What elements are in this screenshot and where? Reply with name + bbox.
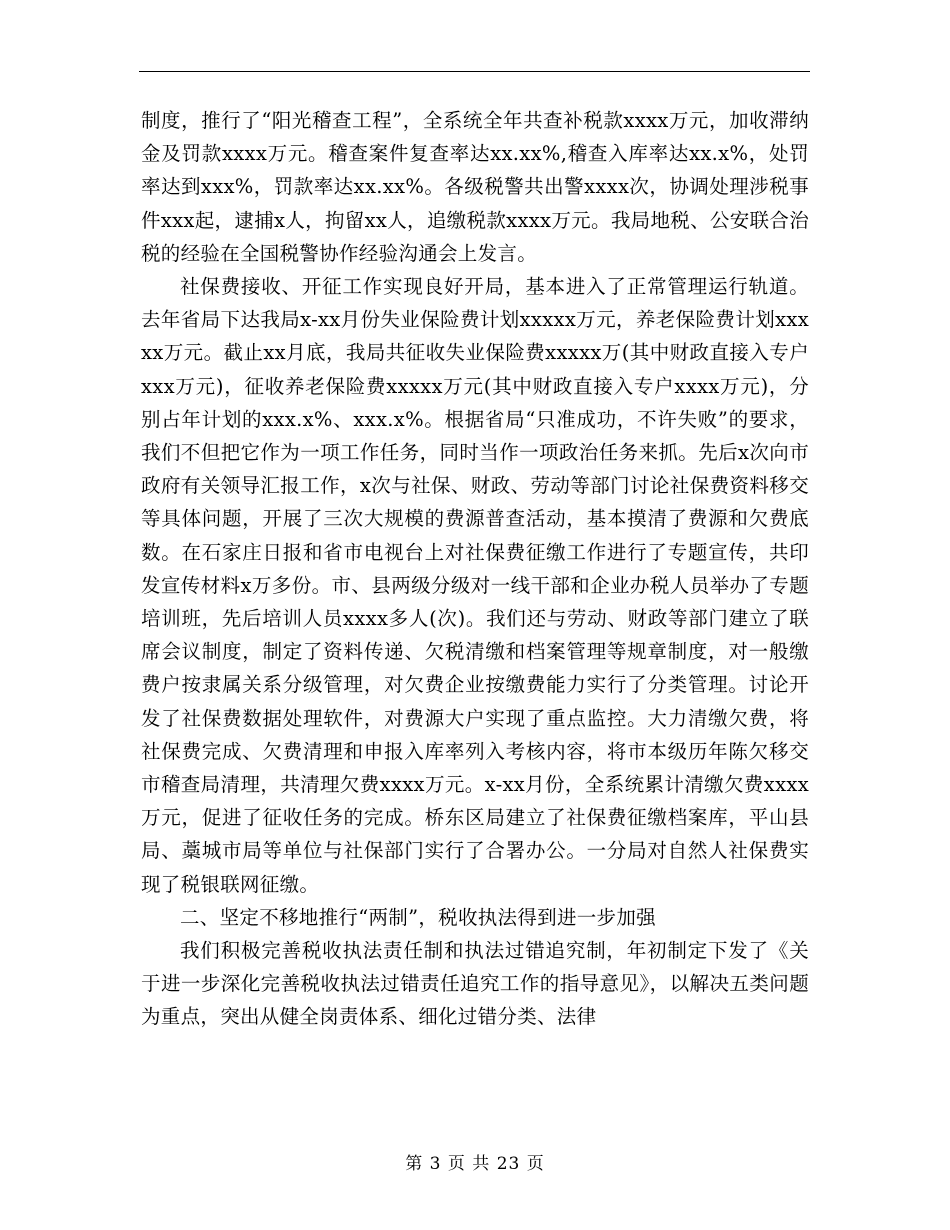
document-body <box>141 104 809 1034</box>
paragraph-3: 我们积极完善税收执法责任制和执法过错追究制，年初制定下发了《关于进一步深化完善税收执法过错责任追究工作的指导意见》，以解决五类问题为重点，突出从健全岗责体系、细化过错分类、法律 <box>141 939 809 1029</box>
header-rule <box>139 71 810 72</box>
page-number: 第 3 页 共 23 页 <box>405 1154 545 1174</box>
section-heading: 二、坚定不移地推行“两制”，税收执法得到进一步加强 <box>180 905 656 929</box>
paragraph-2: 社保费接收、开征工作实现良好开局，基本进入了正常管理运行轨道。去年省局下达我局x-xx月份失业保险费计划xxxxx万元，养老保险费计划xxxxx万元。截止xx月底，我局共征收失业保险费xxxxx万(其中财政直接入专户xxx万元)，征收养老保险费xxxxx万元(其中财政直接入专户xxxx万元)，分别占年计划的xxx.x%、xxx.x%。根据省局“只准成功，不许失败”的要求，我们不但把它作为一项工作任务，同时当作一项政治任务来抓。先后x次向市政府有关领导汇报工作，x次与社保、财政、劳动等部门讨论社保费资料移交等具体问题，开展了三次大规模的费源普查活动，基本摸清了费源和欠费底数。在石家庄日报和省市电视台上对社保费征缴工作进行了专题宣传，共印发宣传材料x万多份。市、县两级分级对一线干部和企业办税人员举办了专题培训班，先后培训人员xxxx多人(次)。我们还与劳动、财政等部门建立了联席会议制度，制定了资料传递、欠税清缴和档案管理等规章制度，对一般缴费户按隶属关系分级管理，对欠费企业按缴费能力实行了分类管理。讨论开发了社保费数据处理软件，对费源大户实现了重点监控。大力清缴欠费，将社保费完成、欠费清理和申报入库率列入考核内容，将市本级历年陈欠移交市稽查局清理，共清理欠费xxxx万元。x-xx月份，全系统累计清缴欠费xxxx万元，促进了征收任务的完成。桥东区局建立了社保费征缴档案库，平山县局、藁城市局等单位与社保部门实行了合署办公。一分局对自然人社保费实现了税银联网征缴。 <box>141 275 809 896</box>
page-footer <box>0 1152 950 1176</box>
paragraph-1: 制度，推行了“阳光稽查工程”，全系统全年共查补税款xxxx万元，加收滞纳金及罚款xxxx万元。稽查案件复查率达xx.xx%,稽查入库率达xx.x%，处罚率达到xxx%，罚款率达xx.xx%。各级税警共出警xxxx次，协调处理涉税事件xxx起，逮捕x人，拘留xx人，追缴税款xxxx万元。我局地税、公安联合治税的经验在全国税警协作经验沟通会上发言。 <box>141 109 809 265</box>
